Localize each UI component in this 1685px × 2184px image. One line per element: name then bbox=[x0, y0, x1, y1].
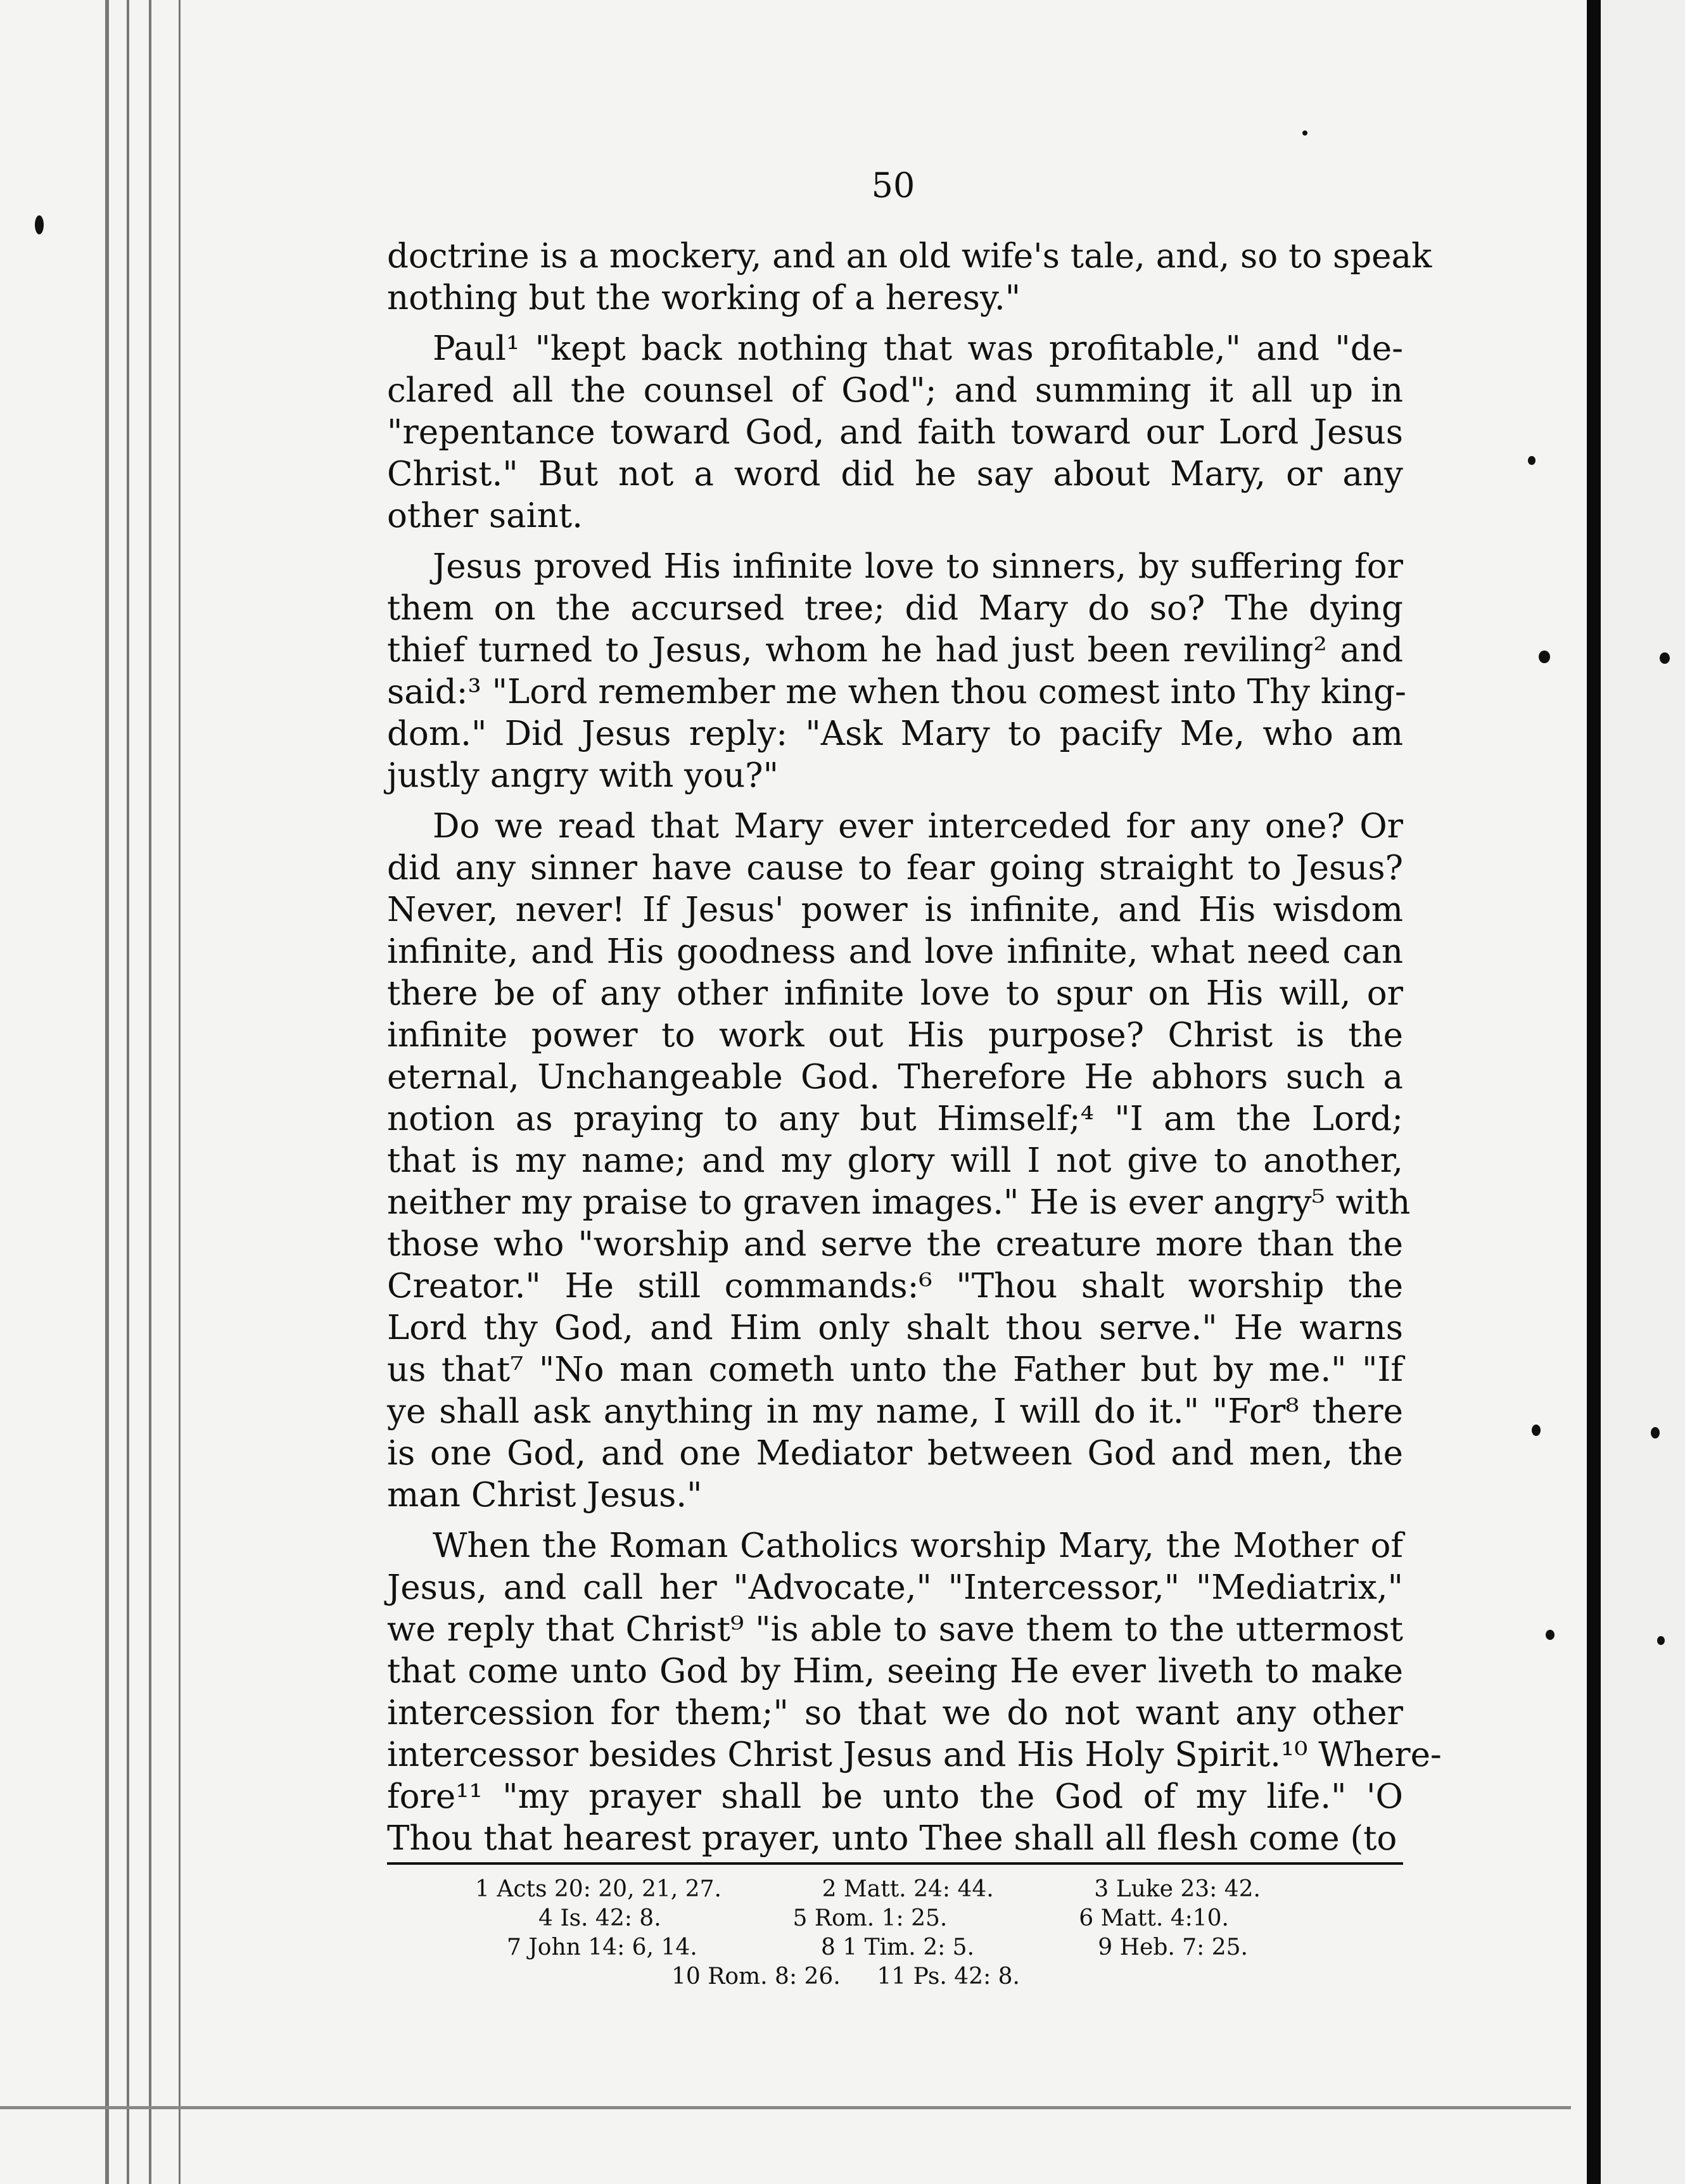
page-right-edge bbox=[1587, 0, 1601, 2184]
text-line: When the Roman Catholics worship Mary, the Mother of bbox=[433, 1527, 1403, 1565]
ink-speck bbox=[1657, 1636, 1665, 1645]
footnote: 10 Rom. 8: 26. bbox=[671, 1964, 841, 1990]
text-line: dom." Did Jesus reply: "Ask Mary to pacify Me, who am bbox=[387, 714, 1403, 753]
ink-speck bbox=[1302, 130, 1307, 136]
ink-speck bbox=[1546, 1630, 1555, 1640]
footnote: 11 Ps. 42: 8. bbox=[877, 1964, 1020, 1990]
paragraph bbox=[387, 1525, 1442, 1860]
footnote: 3 Luke 23: 42. bbox=[1094, 1876, 1261, 1902]
page-right-edge bbox=[1601, 0, 1685, 2184]
ink-speck bbox=[1651, 1427, 1660, 1438]
text-line: Thou that hearest prayer, unto Thee shall all flesh come (to bbox=[387, 1819, 1397, 1858]
paragraph bbox=[387, 546, 1406, 797]
text-line: those who "worship and serve the creature more than the bbox=[387, 1225, 1403, 1264]
text-line: other saint. bbox=[387, 497, 583, 535]
text-line: doctrine is a mockery, and an old wife's tale, and, so to speak bbox=[387, 237, 1432, 276]
text-line: Creator." He still commands:⁶ "Thou shalt worship the bbox=[387, 1267, 1403, 1305]
text-line: intercessor besides Christ Jesus and His Holy Spirit.¹⁰ Where- bbox=[387, 1736, 1442, 1774]
text-line: us that⁷ "No man cometh unto the Father but by me." "If bbox=[387, 1350, 1403, 1389]
footnote-row bbox=[443, 1875, 1356, 1904]
text-line: neither my praise to graven images." He is ever angry⁵ with bbox=[387, 1183, 1411, 1222]
binding-rule bbox=[105, 0, 109, 2184]
paragraph bbox=[387, 236, 1432, 319]
scan-edge-line bbox=[0, 2106, 1571, 2109]
footnote: 4 Is. 42: 8. bbox=[538, 1905, 661, 1931]
text-line: nothing but the working of a heresy." bbox=[387, 279, 1021, 317]
text-line: intercession for them;" so that we do not want any other bbox=[387, 1694, 1403, 1732]
text-line: Do we read that Mary ever interceded for any one? Or bbox=[433, 807, 1403, 846]
text-line: them on the accursed tree; did Mary do so? The dying bbox=[387, 589, 1403, 628]
text-line: that is my name; and my glory will I not give to another, bbox=[387, 1141, 1403, 1180]
footnote-row bbox=[443, 1904, 1356, 1933]
footnote: 2 Matt. 24: 44. bbox=[822, 1876, 994, 1902]
text-line: eternal, Unchangeable God. Therefore He abhors such a bbox=[387, 1058, 1403, 1096]
footnote: 5 Rom. 1: 25. bbox=[792, 1905, 948, 1931]
binding-rule bbox=[127, 0, 129, 2184]
footnote: 9 Heb. 7: 25. bbox=[1098, 1934, 1248, 1960]
ink-speck bbox=[35, 215, 44, 234]
ink-speck bbox=[1528, 456, 1536, 465]
footnote: 8 1 Tim. 2: 5. bbox=[820, 1934, 975, 1960]
text-line: we reply that Christ⁹ "is able to save them to the uttermost bbox=[387, 1610, 1403, 1649]
text-line: Lord thy God, and Him only shalt thou serve." He warns bbox=[387, 1309, 1403, 1347]
text-line: justly angry with you?" bbox=[387, 756, 779, 795]
text-line: that come unto God by Him, seeing He ever liveth to make bbox=[387, 1652, 1403, 1691]
text-line: said:³ "Lord remember me when thou comest into Thy king- bbox=[387, 673, 1406, 711]
text-line: Never, never! If Jesus' power is infinite, and His wisdom bbox=[387, 891, 1403, 929]
text-line: is one God, and one Mediator between God and men, the bbox=[387, 1434, 1403, 1473]
ink-speck bbox=[1660, 652, 1670, 664]
ink-speck bbox=[1532, 1425, 1541, 1436]
footnote: 7 John 14: 6, 14. bbox=[507, 1934, 697, 1960]
text-line: there be of any other infinite love to spur on His will, or bbox=[387, 974, 1403, 1013]
footnotes bbox=[443, 1875, 1356, 1991]
text-line: Christ." But not a word did he say about Mary, or any bbox=[387, 455, 1403, 493]
text-line: Jesus proved His infinite love to sinners, by suffering for bbox=[433, 547, 1403, 586]
footnote-row bbox=[443, 1933, 1356, 1962]
text-line: ye shall ask anything in my name, I will do it." "For⁸ there bbox=[387, 1392, 1403, 1431]
text-line: "repentance toward God, and faith toward our Lord Jesus bbox=[387, 413, 1403, 452]
text-line: Jesus, and call her "Advocate," "Intercessor," "Mediatrix," bbox=[387, 1568, 1403, 1607]
ink-speck bbox=[1539, 651, 1550, 663]
footnote-row bbox=[443, 1962, 1356, 1991]
text-line: infinite power to work out His purpose? Christ is the bbox=[387, 1016, 1403, 1055]
text-line: infinite, and His goodness and love infinite, what need can bbox=[387, 932, 1403, 971]
text-line: did any sinner have cause to fear going straight to Jesus? bbox=[387, 849, 1403, 887]
text-line: man Christ Jesus." bbox=[387, 1476, 703, 1514]
footnote: 6 Matt. 4:10. bbox=[1079, 1905, 1229, 1931]
binding-rule bbox=[179, 0, 181, 2184]
text-line: Paul¹ "kept back nothing that was profitable," and "de- bbox=[433, 329, 1403, 368]
footnote-divider bbox=[387, 1862, 1403, 1865]
text-line: fore¹¹ "my prayer shall be unto the God of my life." 'O bbox=[387, 1777, 1403, 1816]
text-line: notion as praying to any but Himself;⁴ "I am the Lord; bbox=[387, 1100, 1403, 1138]
paragraph bbox=[387, 806, 1411, 1516]
page-number: 50 bbox=[871, 165, 915, 205]
text-line: thief turned to Jesus, whom he had just been reviling² and bbox=[387, 631, 1403, 670]
paragraph bbox=[387, 328, 1403, 537]
text-line: clared all the counsel of God"; and summing it all up in bbox=[387, 371, 1403, 410]
body-text bbox=[387, 236, 1442, 1860]
binding-rule bbox=[149, 0, 151, 2184]
footnote: 1 Acts 20: 20, 21, 27. bbox=[475, 1876, 722, 1902]
